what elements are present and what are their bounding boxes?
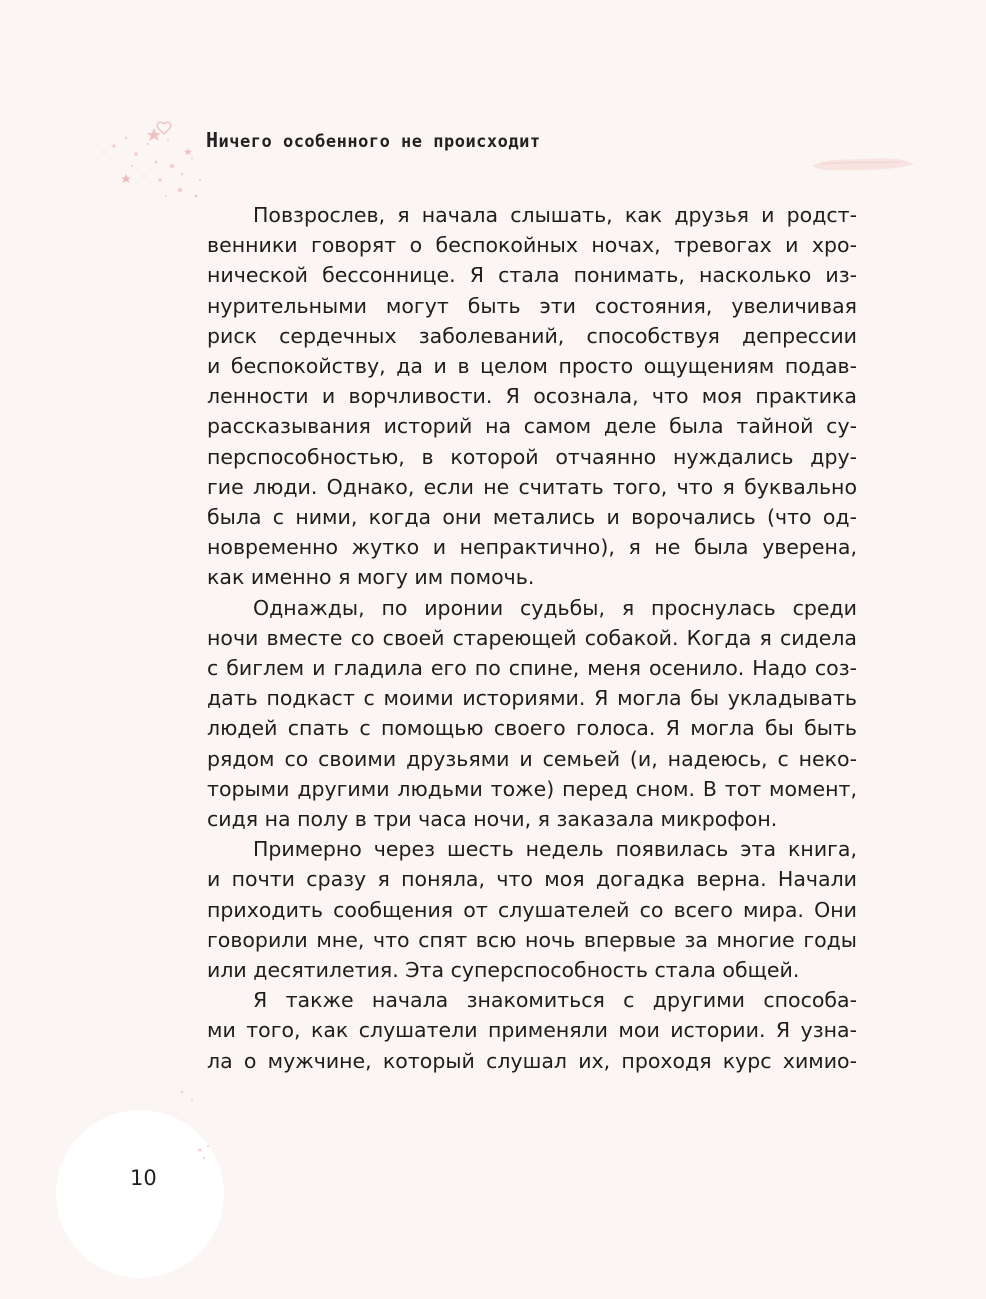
text-line: Однажды, по иронии судьбы, я проснулась среди [253,595,857,620]
text-line: венники говорят о беспокойных ночах, тревогах и хро- [207,233,857,258]
text-line: и беспокойству, да и в целом просто ощущениям подав- [207,354,857,379]
text-line: была с ними, когда они метались и ворочались (что од- [207,505,857,530]
text-line: говорили мне, что спят всю ночь впервые за многие годы [207,927,857,952]
text-line: Примерно через шесть недель появилась эта книга, [253,837,857,862]
text-line: или десятилетия. Эта суперспособность стала общей. [207,958,800,983]
text-line: торыми другими людьми тоже) перед сном. В тот момент, [207,776,857,801]
text-line: новременно жутко и непрактично), я не была уверена, [207,535,857,560]
text-line: как именно я могу им помочь. [207,565,535,590]
sparkles-decoration-bottom [170,1080,230,1170]
paragraph [207,985,857,1076]
text-line: ленности и ворчливости. Я осознала, что моя практика [207,384,857,409]
text-line: ночи вместе со своей стареющей собакой. Когда я сидела [207,625,857,650]
body-text [207,200,857,1076]
paragraph [207,834,857,985]
running-header-initial: Н [206,128,219,152]
text-line: гие люди. Однако, если не считать того, что я буквально [207,474,857,499]
text-line: ла о мужчине, который слушал их, проходя курс химио- [207,1048,857,1073]
paragraph [207,593,857,835]
text-line: с биглем и гладила его по спине, меня осенило. Надо соз- [207,656,857,681]
sparkles-decoration [96,118,216,208]
text-line: людей спать с помощью своего голоса. Я могла бы быть [207,716,857,741]
page-number: 10 [130,1166,157,1190]
text-line: и почти сразу я поняла, что моя догадка верна. Начали [207,867,857,892]
text-line: риск сердечных заболеваний, способствуя депрессии [207,323,857,348]
text-line: нической бессоннице. Я стала понимать, насколько из- [207,263,857,288]
paragraph [207,200,857,593]
running-header [206,128,541,152]
text-line: Повзрослев, я начала слышать, как друзья и родст- [253,203,857,227]
text-line: сидя на полу в три часа ночи, я заказала микрофон. [207,807,778,832]
text-line: рядом со своими друзьями и семьей (и, надеюсь, с неко- [207,746,857,771]
text-line: ми того, как слушатели применяли мои истории. Я узна- [207,1018,857,1043]
brush-stroke-decoration [808,150,918,180]
running-header-text: ичего особенного не происходит [218,132,541,152]
text-line: нурительными могут быть эти состояния, увеличивая [207,293,857,318]
text-line: Я также начала знакомиться с другими способа- [253,988,857,1013]
text-line: перспособностью, в которой отчаянно нуждались дру- [207,444,857,469]
text-line: рассказывания историй на самом деле была тайной су- [207,414,857,439]
text-line: дать подкаст с моими историями. Я могла бы укладывать [207,686,857,711]
text-line: приходить сообщения от слушателей со всего мира. Они [207,897,857,922]
